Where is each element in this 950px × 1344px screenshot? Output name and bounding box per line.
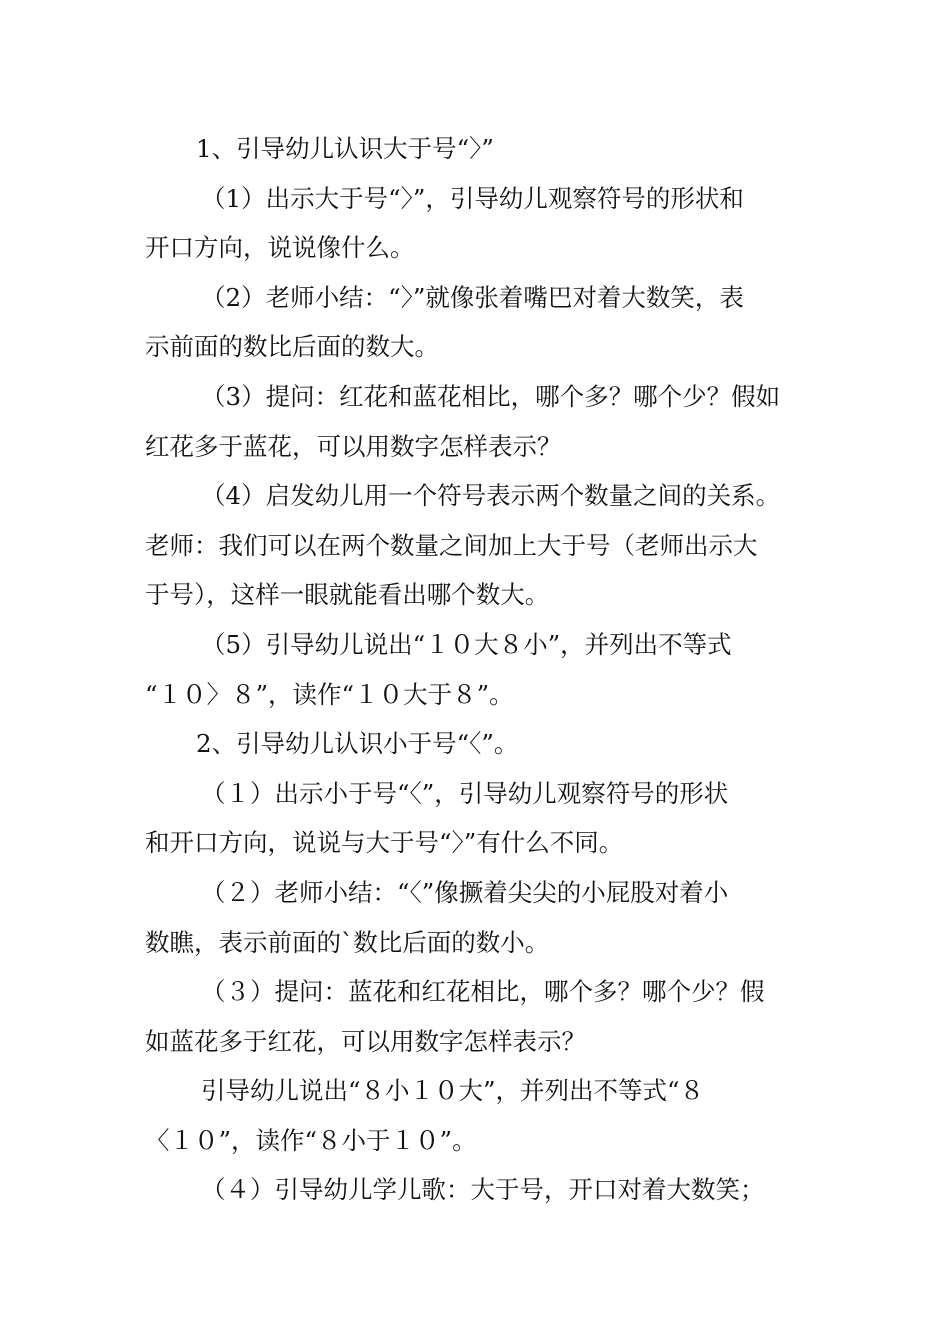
text-line: 示前面的数比后面的数大。 [145, 332, 439, 362]
heading-less-than: 2、引导幼儿认识小于号“〈”。 [196, 729, 519, 759]
text-line: 引导幼儿说出“８小１０大”，并列出不等式“８ [201, 1076, 705, 1106]
text-line: 红花多于蓝花，可以用数字怎样表示？ [145, 431, 562, 461]
text-line: （1）出示大于号“〉”，引导幼儿观察符号的形状和 [201, 183, 744, 213]
text-line: 如蓝花多于红花，可以用数字怎样表示？ [145, 1026, 586, 1056]
text-line: （３）提问：蓝花和红花相比，哪个多？哪个少？假 [201, 977, 765, 1007]
text-line: （2）老师小结：“〉”就像张着嘴巴对着大数笑，表 [201, 282, 744, 312]
text-line: 老师：我们可以在两个数量之间加上大于号（老师出示大 [145, 530, 758, 560]
heading-greater-than: 1、引导幼儿认识大于号“〉” [196, 134, 494, 163]
text-line: 于号），这样一眼就能看出哪个数大。 [145, 580, 550, 610]
text-line: （4）启发幼儿用一个符号表示两个数量之间的关系。 [201, 481, 781, 511]
text-line: （２）老师小结：“〈”像撅着尖尖的小屁股对着小 [201, 877, 729, 907]
document-body [145, 124, 810, 1215]
text-line: “１０〉８”，读作“１０大于８”。 [145, 679, 514, 709]
text-line: （４）引导幼儿学儿歌：大于号，开口对着大数笑； [201, 1175, 765, 1205]
text-line: 和开口方向，说说与大于号“〉”有什么不同。 [145, 828, 624, 858]
text-line: （3）提问：红花和蓝花相比，哪个多？哪个少？假如 [201, 381, 781, 411]
text-line: 数瞧，表示前面的`数比后面的数小。 [145, 927, 550, 957]
text-line: （１）出示小于号“〈”，引导幼儿观察符号的形状 [201, 778, 729, 808]
text-line: 开口方向，说说像什么。 [145, 233, 415, 263]
text-line: 〈１０”，读作“８小于１０”。 [145, 1125, 477, 1155]
text-line: （5）引导幼儿说出“１０大８小”，并列出不等式 [201, 629, 732, 659]
